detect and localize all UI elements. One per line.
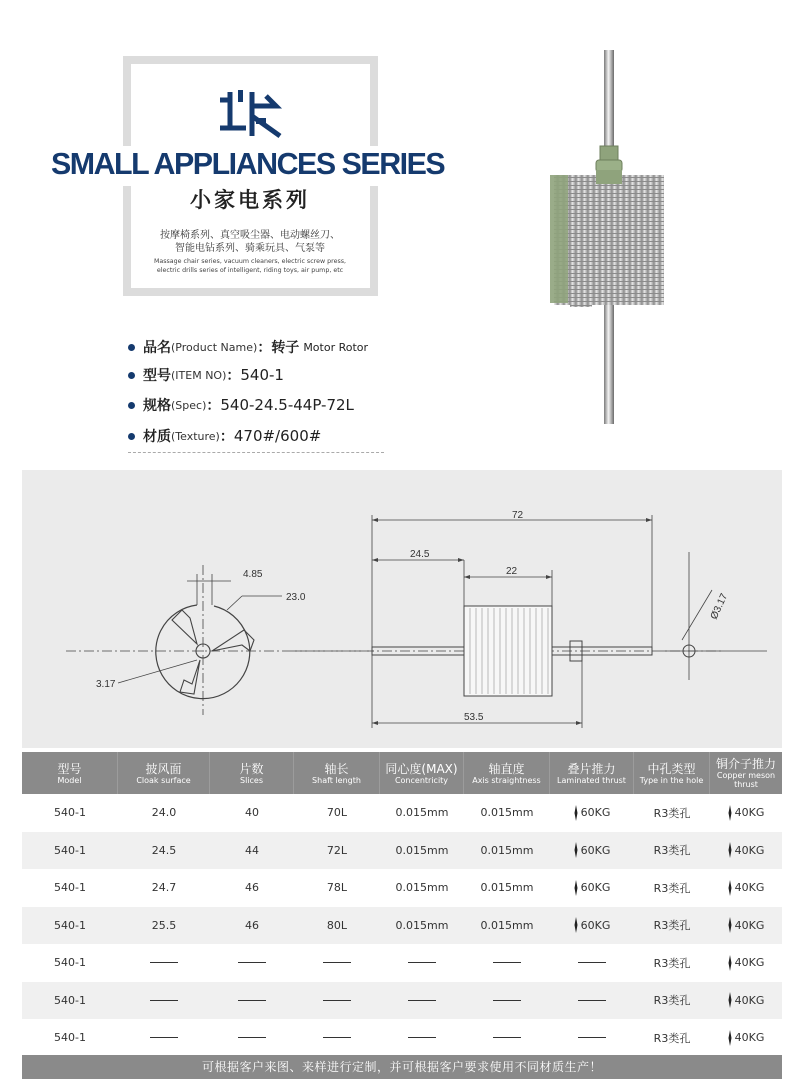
table-cell-shaft: [294, 1000, 380, 1001]
item-no-value: 540-1: [240, 366, 284, 384]
thrust-arrow-icon: [728, 955, 732, 971]
table-cell-shaft: [294, 962, 380, 963]
dimension-53-5: 53.5: [464, 712, 484, 723]
item-no-label-en: (ITEM NO): [171, 368, 227, 382]
table-cell-copper-value: 40KG: [734, 918, 765, 932]
table-cell-slices: 44: [245, 843, 259, 857]
table-cell-hole: R3类孔: [653, 1031, 691, 1045]
series-title: SMALL APPLIANCES SERIES: [50, 146, 445, 181]
table-cell-copper: [710, 992, 782, 1008]
empty-dash: [238, 1037, 266, 1038]
spec-table: [22, 752, 782, 1057]
thrust-arrow-icon: [728, 805, 732, 821]
table-cell-cloak: 24.5: [151, 843, 177, 857]
product-name-label-en: (Product Name): [171, 340, 258, 354]
header-slices-cn: 片数: [239, 761, 264, 776]
table-cell-cloak: [118, 1000, 210, 1001]
table-row: [22, 907, 782, 945]
header-shaft-cn: 轴长: [324, 761, 349, 776]
empty-dash: [238, 962, 266, 963]
header-concentricity-en: Concentricity: [394, 775, 449, 785]
empty-dash: [238, 1000, 266, 1001]
thrust-arrow-icon: [574, 842, 578, 858]
table-cell-lam-value: 60KG: [580, 843, 611, 857]
product-name-row: [128, 337, 368, 357]
table-cell-model: 540-1: [54, 993, 86, 1007]
table-cell-cloak: 24.7: [151, 881, 177, 895]
spec-label-en: (Spec): [171, 398, 207, 412]
empty-dash: [323, 962, 351, 963]
description-cn-line-1: 按摩椅系列、真空吸尘器、电动螺丝刀、: [160, 230, 340, 241]
table-cell-shaft: 70L: [326, 806, 348, 820]
item-no-row: [128, 365, 284, 385]
table-row: [22, 869, 782, 907]
description-cn-line-2: 智能电钻系列、骑乘玩具、气泵等: [175, 243, 325, 254]
empty-dash: [408, 962, 436, 963]
dimension-24-5: 24.5: [410, 549, 430, 560]
spec-colon: ：: [206, 398, 221, 414]
dimension-3-17-right: Ø3.17: [708, 591, 731, 622]
empty-dash: [578, 1000, 606, 1001]
table-cell-copper-value: 40KG: [734, 956, 765, 970]
table-cell-slices: [210, 1000, 294, 1001]
table-cell-conc: [380, 1000, 464, 1001]
product-name-label: 品名: [143, 340, 171, 356]
table-cell-shaft: [294, 1037, 380, 1038]
table-cell-copper-value: 40KG: [734, 1031, 765, 1045]
table-cell-cloak: 25.5: [151, 918, 177, 932]
header-axis-en: Axis straightness: [472, 775, 541, 785]
table-cell-hole: R3类孔: [653, 844, 691, 858]
description-en-line-2: electric drills series of intelligent, riding toys, air pump, etc: [156, 267, 344, 274]
bullet-icon: [128, 344, 135, 351]
thrust-arrow-icon: [574, 917, 578, 933]
header-copper-en: Copper meson thrust: [716, 771, 776, 789]
table-cell-model: 540-1: [54, 1031, 86, 1045]
table-cell-copper-value: 40KG: [734, 843, 765, 857]
table-row: [22, 944, 782, 982]
table-row: [22, 982, 782, 1020]
header-shaft: [294, 752, 380, 794]
texture-colon: ：: [219, 429, 234, 445]
empty-dash: [493, 962, 521, 963]
dimension-3-17-left: 3.17: [96, 679, 116, 690]
header-laminated: [550, 752, 634, 794]
table-cell-axis: 0.015mm: [480, 881, 534, 895]
header-slices-en: Slices: [239, 775, 263, 785]
table-cell-axis: [464, 1000, 550, 1001]
header-slices: [210, 752, 294, 794]
info-divider: [128, 452, 384, 453]
table-row: [22, 832, 782, 870]
header-laminated-cn: 叠片推力: [567, 761, 616, 776]
table-cell-conc: 0.015mm: [395, 843, 449, 857]
table-cell-model: 540-1: [54, 881, 86, 895]
empty-dash: [578, 962, 606, 963]
table-cell-copper-value: 40KG: [734, 881, 765, 895]
table-cell-conc: [380, 962, 464, 963]
bullet-icon: [128, 433, 135, 440]
header-cloak: [118, 752, 210, 794]
table-cell-cloak: [118, 1037, 210, 1038]
table-cell-slices: [210, 962, 294, 963]
product-name-value-en: Motor Rotor: [303, 340, 369, 354]
empty-dash: [323, 1037, 351, 1038]
table-cell-copper: [710, 842, 782, 858]
empty-dash: [578, 1037, 606, 1038]
footer-note: 可根据客户来图、来样进行定制，并可根据客户要求使用不同材质生产！: [22, 1055, 782, 1079]
item-no-label: 型号: [143, 368, 171, 384]
table-cell-axis: 0.015mm: [480, 843, 534, 857]
technical-drawing-svg: [22, 470, 782, 748]
table-row: [22, 1019, 782, 1057]
table-cell-conc: 0.015mm: [395, 806, 449, 820]
table-cell-axis: [464, 962, 550, 963]
header-axis: [464, 752, 550, 794]
dimension-72: 72: [512, 510, 524, 521]
empty-dash: [323, 1000, 351, 1001]
empty-dash: [493, 1000, 521, 1001]
table-cell-slices: 46: [245, 881, 259, 895]
table-cell-lam-value: 60KG: [580, 881, 611, 895]
table-cell-shaft: 72L: [326, 843, 348, 857]
empty-dash: [150, 962, 178, 963]
table-cell-copper-value: 40KG: [734, 993, 765, 1007]
technical-drawing: [22, 470, 782, 748]
header-copper-cn: 铜介子推力: [715, 757, 776, 771]
item-no-colon: ：: [226, 368, 241, 384]
table-cell-axis: 0.015mm: [480, 806, 534, 820]
table-header: [22, 752, 782, 794]
texture-label-en: (Texture): [171, 429, 220, 443]
header-model-cn: 型号: [57, 761, 82, 776]
thrust-arrow-icon: [574, 880, 578, 896]
table-cell-model: 540-1: [54, 843, 86, 857]
table-cell-slices: [210, 1037, 294, 1038]
table-cell-shaft: 78L: [326, 881, 348, 895]
table-cell-hole: R3类孔: [653, 994, 691, 1008]
table-cell-copper: [710, 955, 782, 971]
header-copper: [710, 752, 782, 794]
table-cell-shaft: 80L: [326, 918, 348, 932]
header-shaft-en: Shaft length: [312, 775, 361, 785]
table-cell-axis: [464, 1037, 550, 1038]
table-cell-conc: 0.015mm: [395, 918, 449, 932]
bullet-icon: [128, 402, 135, 409]
thrust-arrow-icon: [728, 1030, 732, 1046]
rotor-product-image: [540, 50, 680, 430]
header-model-en: Model: [57, 775, 82, 785]
dimension-23-0: 23.0: [286, 592, 306, 603]
header-hole-en: Type in the hole: [639, 775, 704, 785]
product-name-colon: ：: [257, 340, 272, 356]
header-axis-cn: 轴直度: [488, 761, 525, 776]
table-cell-lam: [550, 1000, 634, 1001]
header-concentricity-cn: 同心度(MAX): [385, 761, 458, 776]
header-concentricity: [380, 752, 464, 794]
table-cell-slices: 46: [245, 918, 259, 932]
product-name-value: 转子: [271, 340, 300, 356]
table-cell-hole: R3类孔: [653, 881, 691, 895]
header-cloak-en: Cloak surface: [136, 775, 191, 785]
texture-row: [128, 426, 321, 446]
table-cell-copper: [710, 917, 782, 933]
spec-row: [128, 395, 354, 415]
texture-value: 470#/600#: [233, 427, 322, 445]
table-cell-conc: [380, 1037, 464, 1038]
header-hole: [634, 752, 710, 794]
series-title-cn: 小家电系列: [190, 188, 310, 212]
table-cell-model: 540-1: [54, 956, 86, 970]
bullet-icon: [128, 372, 135, 379]
logo-mark: [216, 88, 290, 140]
header-hole-cn: 中孔类型: [647, 761, 696, 776]
table-cell-lam-value: 60KG: [580, 806, 611, 820]
spec-value: 540-24.5-44P-72L: [220, 396, 354, 414]
table-cell-lam: [550, 805, 634, 821]
table-cell-lam: [550, 880, 634, 896]
table-cell-hole: R3类孔: [653, 806, 691, 820]
empty-dash: [408, 1037, 436, 1038]
thrust-arrow-icon: [728, 880, 732, 896]
empty-dash: [150, 1000, 178, 1001]
description-en-line-1: Massage chair series, vacuum cleaners, electric screw press,: [153, 258, 347, 265]
header-laminated-en: Laminated thrust: [557, 775, 626, 785]
table-cell-copper: [710, 805, 782, 821]
table-row: [22, 794, 782, 832]
table-cell-slices: 40: [245, 806, 259, 820]
table-cell-lam-value: 60KG: [580, 918, 611, 932]
table-cell-model: 540-1: [54, 918, 86, 932]
table-cell-copper: [710, 880, 782, 896]
table-cell-lam: [550, 842, 634, 858]
thrust-arrow-icon: [728, 917, 732, 933]
table-cell-axis: 0.015mm: [480, 918, 534, 932]
table-body: [22, 794, 782, 1057]
thrust-arrow-icon: [728, 842, 732, 858]
table-cell-cloak: 24.0: [151, 806, 177, 820]
table-cell-conc: 0.015mm: [395, 881, 449, 895]
table-cell-lam: [550, 1037, 634, 1038]
table-cell-model: 540-1: [54, 806, 86, 820]
spec-label: 规格: [143, 398, 171, 414]
dimension-4-85: 4.85: [243, 569, 263, 580]
table-cell-copper: [710, 1030, 782, 1046]
table-cell-hole: R3类孔: [653, 919, 691, 933]
thrust-arrow-icon: [574, 805, 578, 821]
table-cell-cloak: [118, 962, 210, 963]
thrust-arrow-icon: [728, 992, 732, 1008]
empty-dash: [408, 1000, 436, 1001]
table-cell-copper-value: 40KG: [734, 806, 765, 820]
table-cell-hole: R3类孔: [653, 956, 691, 970]
texture-label: 材质: [143, 429, 171, 445]
header-cloak-cn: 披风面: [145, 761, 182, 776]
header-model: [22, 752, 118, 794]
table-cell-lam: [550, 962, 634, 963]
empty-dash: [493, 1037, 521, 1038]
dimension-22: 22: [506, 566, 518, 577]
empty-dash: [150, 1037, 178, 1038]
table-cell-lam: [550, 917, 634, 933]
